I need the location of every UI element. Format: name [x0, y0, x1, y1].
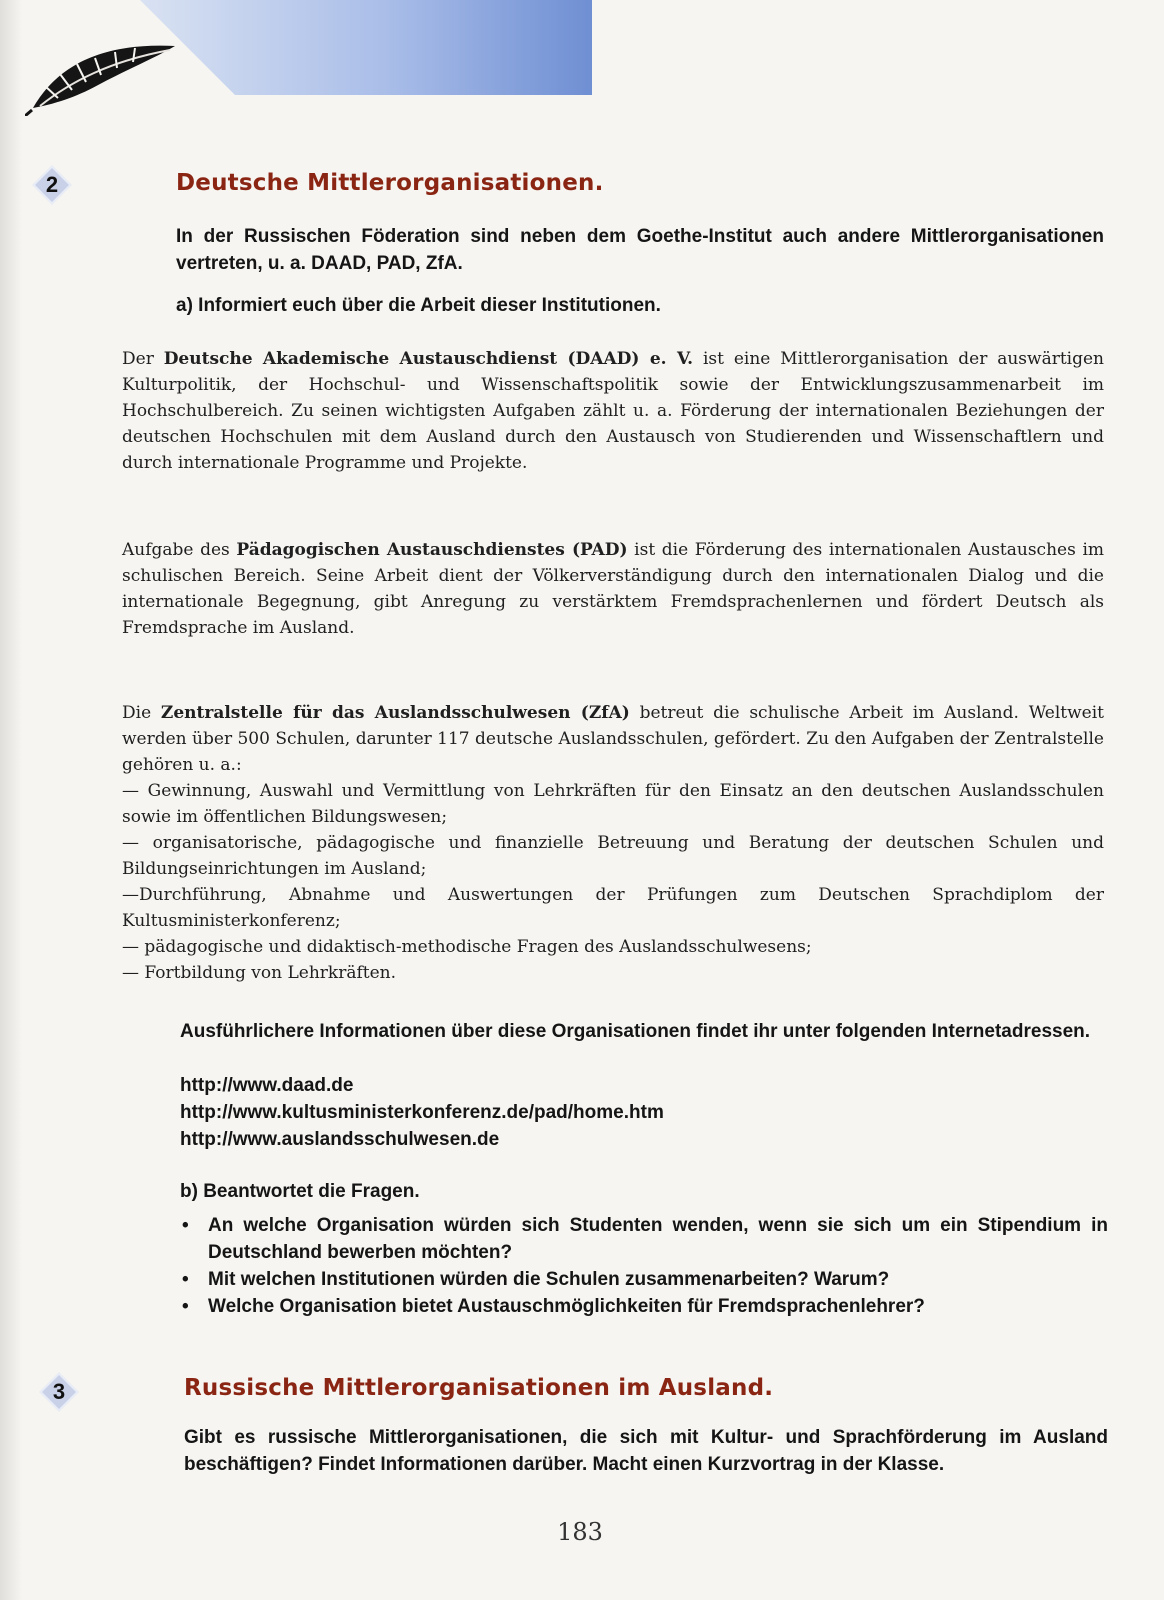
info-text: Ausführlichere Informationen über diese Organisationen findet ihr unter folgenden Internetadressen.	[180, 1021, 1091, 1042]
page-number: 183	[557, 1518, 603, 1546]
task-a: a) Informiert euch über die Arbeit dieser Institutionen.	[176, 295, 661, 316]
task-b: b) Beantwortet die Fragen.	[180, 1181, 420, 1202]
pad-text: ist die Förderung des internationalen Austausches im schulischen Bereich. Seine Arbeit dient der Völkerverständigung durch den internationalen Dialog und die internationale Begegnung, gibt Anregung zu verstärktem Fremdsprachenlernen und fördert Deutsch als Fremdsprache im Ausland.	[122, 540, 1105, 638]
question-item: • An welche Organisation würden sich Studenten wenden, wenn sie sich um ein Stipendium in Deutschland bewerben möchten?	[180, 1212, 1108, 1266]
question-item: • Mit welchen Institutionen würden die Schulen zusammenarbeiten? Warum?	[180, 1266, 1108, 1293]
zfa-paragraph	[122, 700, 1104, 986]
question-item: • Welche Organisation bietet Austauschmöglichkeiten für Fremdsprachenlehrer?	[180, 1293, 1108, 1320]
section-3-title: Russische Mittlerorganisationen im Ausland.	[184, 1375, 774, 1401]
section-2-number: 2	[45, 172, 59, 197]
pad-paragraph	[122, 537, 1104, 641]
daad-lead: Der	[122, 349, 164, 369]
section-3-number: 3	[52, 1379, 66, 1404]
zfa-name: Zentralstelle für das Auslandsschulwesen (ZfA)	[160, 703, 630, 723]
zfa-item: — pädagogische und didaktisch-methodische Fragen des Auslandsschulwesens;	[122, 937, 812, 957]
section-2-intro: In der Russischen Föderation sind neben dem Goethe-Institut auch andere Mittlerorganisationen vertreten, u. a. DAAD, PAD, ZfA.	[176, 226, 1104, 274]
daad-text: ist eine Mittlerorganisation der auswärtigen Kulturpolitik, der Hochschul- und Wissenschaftspolitik sowie der Entwicklungszusammenarbeit im Hochschulbereich. Zu seinen wichtigsten Aufgaben zählt u. a. Förderung der internationalen Beziehungen der deutschen Hochschulen mit dem Ausland durch den Austausch von Studierenden und Wissenschaftlern und durch internationale Programme und Projekte.	[122, 349, 1104, 473]
zfa-lead: Die	[122, 703, 161, 723]
pad-name: Pädagogischen Austauschdienstes (PAD)	[236, 540, 628, 560]
zfa-item: —Durchführung, Abnahme und Auswertungen der Prüfungen zum Deutschen Sprachdiplom der Kultusministerkonferenz;	[122, 885, 1104, 931]
header-color-band	[140, 0, 592, 95]
page-gutter-shadow	[0, 0, 22, 1600]
section-3-text: Gibt es russische Mittlerorganisationen, die sich mit Kultur- und Sprachförderung im Ausland beschäftigen? Findet Informationen darüber. Macht einen Kurzvortrag in der Klasse.	[184, 1427, 1108, 1475]
feather-icon	[25, 28, 185, 116]
link-pad[interactable]: http://www.kultusministerkonferenz.de/pad/home.htm	[180, 1102, 664, 1123]
zfa-text: betreut die schulische Arbeit im Ausland. Weltweit werden über 500 Schulen, darunter 117 deutsche Auslandsschulen, gefördert. Zu den Aufgaben der Zentralstelle gehören u. a.:	[122, 703, 1104, 775]
link-daad[interactable]: http://www.daad.de	[180, 1075, 354, 1096]
daad-name: Deutsche Akademische Austauschdienst (DAAD) e. V.	[163, 349, 694, 369]
pad-lead: Aufgabe des	[122, 540, 237, 560]
zfa-item: — Gewinnung, Auswahl und Vermittlung von Lehrkräften für den Einsatz an den deutschen Auslandsschulen sowie im öffentlichen Bildungswesen;	[122, 781, 1104, 827]
link-zfa[interactable]: http://www.auslandsschulwesen.de	[180, 1129, 500, 1150]
question-list	[180, 1212, 1108, 1320]
zfa-item: — organisatorische, pädagogische und finanzielle Betreuung und Beratung der deutschen Schulen und Bildungseinrichtungen im Ausland;	[122, 833, 1104, 879]
daad-paragraph	[122, 346, 1104, 476]
zfa-item: — Fortbildung von Lehrkräften.	[122, 963, 397, 983]
section-2-title: Deutsche Mittlerorganisationen.	[176, 170, 604, 196]
